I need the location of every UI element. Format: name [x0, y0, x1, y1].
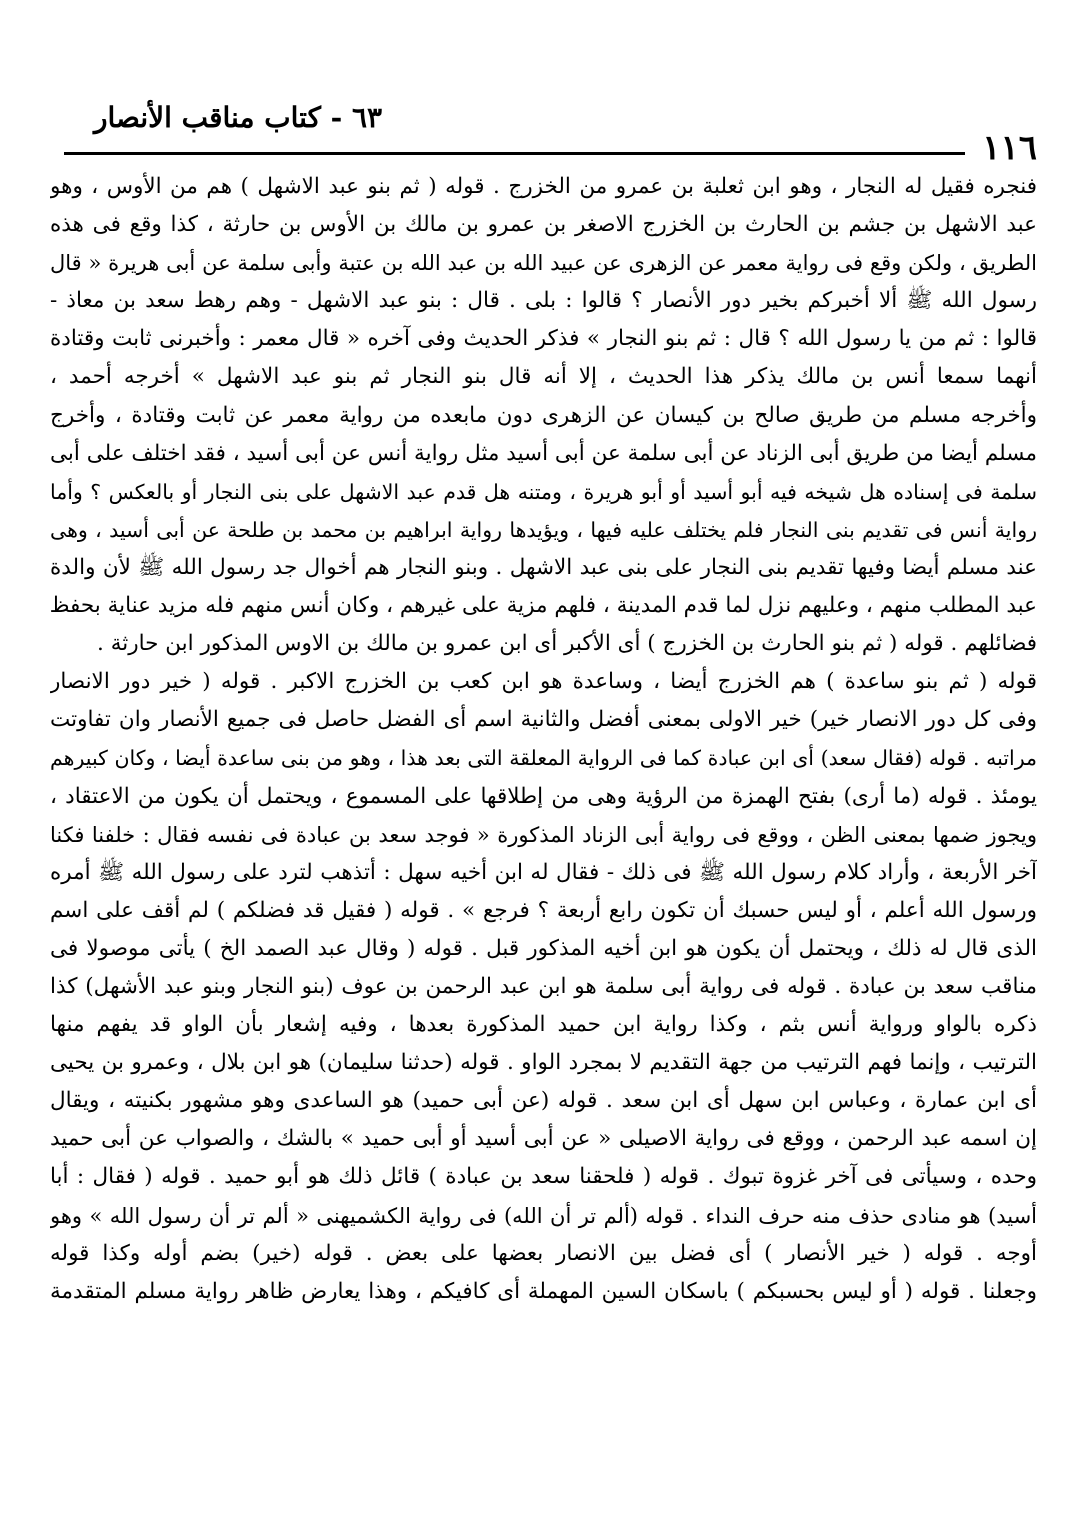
header-rule	[64, 152, 965, 155]
text-line: رواية أنس فى تقديم بنى النجار فلم يختلف عليه فيها ، ويؤيدها رواية ابراهيم بن محمد بن طلحة عن أبى أسيد ، وهى	[50, 517, 1037, 542]
text-line: الطريق ، ولكن وقع فى رواية معمر عن الزهرى عن عبيد الله بن عبد الله بن عتبة وأبى سلمة عن أبى هريرة « قال	[50, 251, 1037, 276]
text-line: وفى كل دور الانصار خير) خير الاولى بمعنى أفضل والثانية اسم أى الفضل حاصل فى جميع الأنصار وان تفاوتت	[50, 707, 1037, 733]
text-line: مراتبه . قوله (فقال سعد) أى ابن عبادة كما فى الرواية المعلقة التى بعد هذا ، وهو من بنى ساعدة أيضا ، وكان كبيرهم	[50, 746, 1037, 771]
text-line: فنجره فقيل له النجار ، وهو ابن ثعلبة بن عمرو من الخزرج . قوله ( ثم بنو عبد الاشهل ) هم من الأوس ، وهو	[50, 174, 1037, 199]
text-line: يومئذ . قوله (ما أرى) بفتح الهمزة من الرؤية وهى من إطلاقها على المسموع ، ويحتمل أن يكون من الاعتقاد ،	[50, 783, 1037, 809]
page-number: ١١٦	[982, 128, 1037, 168]
text-line: أوجه . قوله ( خير الأنصار ) أى فضل بين الانصار بعضها على بعض . قوله (خير) بضم أوله وكذا قوله	[50, 1240, 1037, 1266]
page-header	[64, 100, 1037, 168]
text-line: أسيد) هو منادى حذف منه حرف النداء . قوله (ألم تر أن الله) فى رواية الكشميهنى « ألم تر أن رسول الله » وهو	[50, 1203, 1037, 1228]
text-line: وأخرجه مسلم من طريق صالح بن كيسان عن الزهرى دون مابعده من رواية معمر عن ثابت وقتادة ، وأخرج	[50, 402, 1037, 428]
text-line: مناقب سعد بن عبادة . قوله فى رواية أبى سلمة هو ابن عبد الرحمن بن عوف (بنو النجار وبنو عبد الأشهل) كذا	[50, 973, 1037, 999]
text-line: قوله ( ثم بنو ساعدة ) هم الخزرج أيضا ، وساعدة هو ابن كعب بن الخزرج الاكبر . قوله ( خير دور الانصار	[50, 669, 1037, 695]
text-line: فضائلهم . قوله ( ثم بنو الحارث بن الخزرج ) أى الأكبر أى ابن عمرو بن مالك بن الاوس المذكور ابن حارثة .	[97, 631, 1037, 657]
text-line: الترتيب ، وإنما فهم الترتيب من جهة التقديم لا بمجرد الواو . قوله (حدثنا سليمان) هو ابن بلال ، وعمرو بن يحيى	[50, 1050, 1037, 1076]
text-line: وجعلنا . قوله ( أو ليس بحسبكم ) باسكان السين المهملة أى كافيكم ، وهذا يعارض ظاهر رواية مسلم المتقدمة	[50, 1278, 1037, 1304]
text-line: سلمة فى إسناده هل شيخه فيه أبو أسيد أو أبو هريرة ، ومتنه هل قدم عبد الاشهل على بنى النجار أو بالعكس ؟ وأما	[50, 479, 1037, 504]
text-line: عبد الاشهل بن جشم بن الحارث بن الخزرج الاصغر بن عمرو بن مالك بن الأوس بن حارثة ، كذا وقع فى هذه	[50, 212, 1037, 238]
text-line: ورسول الله أعلم ، أو ليس حسبك أن تكون رابع أربعة ؟ فرجع » . قوله ( فقيل قد فضلكم ) لم أقف على اسم	[50, 897, 1037, 923]
text-line: آخر الأربعة ، وأراد كلام رسول الله ﷺ فى ذلك - فقال له ابن أخيه سهل : أتذهب لترد على رسول الله ﷺ أمره	[50, 859, 1037, 885]
text-line: ذكره بالواو ورواية أنس بثم ، وكذا رواية ابن حميد المذكورة بعدها ، وفيه إشعار بأن الواو قد يفهم منها	[50, 1012, 1037, 1038]
text-line: الذى قال له ذلك ، ويحتمل أن يكون هو ابن أخيه المذكور قبل . قوله ( وقال عبد الصمد الخ ) يأتى موصولا فى	[50, 935, 1037, 961]
text-line: رسول الله ﷺ ألا أخبركم بخير دور الأنصار ؟ قالوا : بلى . قال : بنو عبد الاشهل - وهم رهط سعد بن معاذ -	[50, 288, 1037, 314]
text-line: قالوا : ثم من يا رسول الله ؟ قال : ثم بنو النجار » فذكر الحديث وفى آخره « قال معمر : وأخبرنى ثابت وقتادة	[50, 326, 1037, 352]
text-line: أنهما سمعا أنس بن مالك يذكر هذا الحديث ، إلا أنه قال بنو النجار ثم بنو عبد الاشهل » أخرجه أحمد ،	[50, 364, 1037, 390]
running-title: ٦٣ - كتاب مناقب الأنصار	[94, 101, 383, 134]
text-line: عبد المطلب منهم ، وعليهم نزل لما قدم المدينة ، فلهم مزية على غيرهم ، وكان أنس منهم فله مزيد عناية بحفظ	[50, 593, 1037, 619]
text-line: عند مسلم أيضا وفيها تقديم بنى النجار على بنى عبد الاشهل . وبنو النجار هم أخوال جد رسول الله ﷺ لأن والدة	[50, 554, 1037, 580]
text-line: مسلم أيضا من طريق أبى الزناد عن أبى سلمة عن أبى أسيد مثل رواية أنس عن أبى أسيد ، فقد اختلف على أبى	[50, 440, 1037, 466]
text-line: وحده ، وسيأتى فى آخر غزوة تبوك . قوله ( فلحقنا سعد بن عبادة ) قائل ذلك هو أبو حميد . قوله ( فقال : أبا	[50, 1164, 1037, 1190]
text-line: ويجوز ضمها بمعنى الظن ، ووقع فى رواية أبى الزناد المذكورة « فوجد سعد بن عبادة فى نفسه فقال : خلفنا فكنا	[50, 822, 1037, 847]
text-line: إن اسمه عبد الرحمن ، ووقع فى رواية الاصيلى « عن أبى أسيد أو أبى حميد » بالشك ، والصواب عن أبى حميد	[50, 1126, 1037, 1152]
commentary-text	[50, 168, 1037, 1311]
text-line: أى ابن عمارة ، وعباس ابن سهل أى ابن سعد . قوله (عن أبى حميد) هو الساعدى وهو مشهور بكنيته ، ويقال	[50, 1088, 1037, 1114]
